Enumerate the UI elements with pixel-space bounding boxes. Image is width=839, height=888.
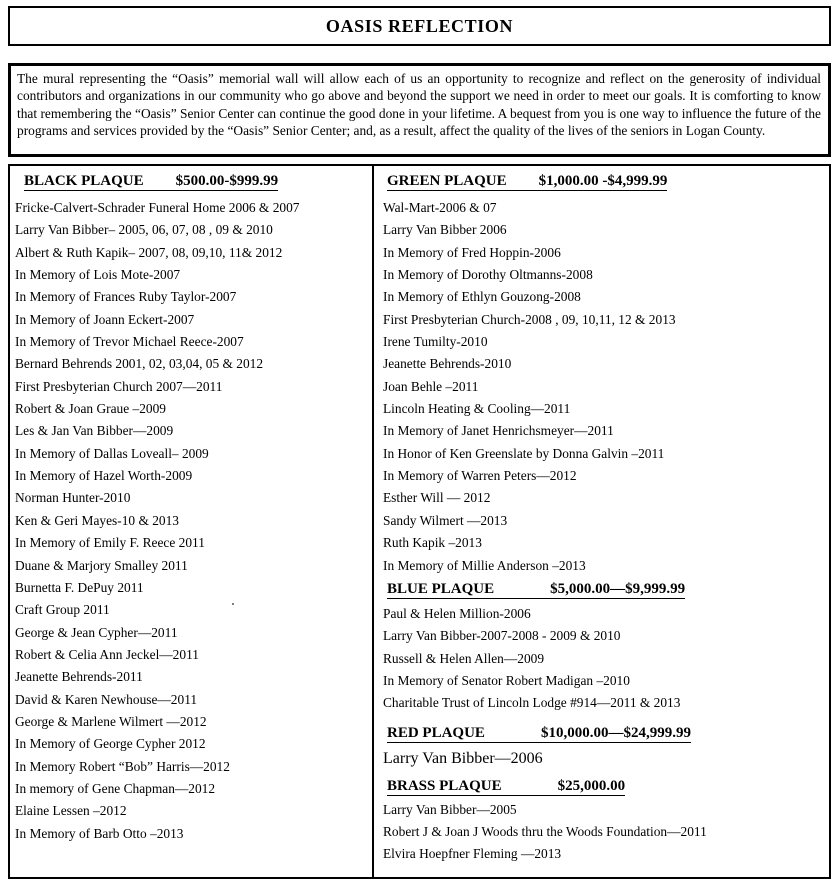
list-item: In memory of Gene Chapman—2012 (15, 780, 216, 796)
list-item: In Memory of Barb Otto –2013 (15, 825, 184, 841)
blue-plaque-heading (387, 581, 825, 598)
list-item: In Memory of Emily F. Reece 2011 (15, 535, 205, 551)
plaque-name: BRASS PLAQUE (387, 777, 502, 794)
list-item: First Presbyterian Church-2008 , 09, 10,11, 12 & 2013 (383, 311, 676, 327)
list-item: Russell & Helen Allen—2009 (383, 650, 545, 666)
list-item: In Memory of Ethlyn Gouzong-2008 (383, 289, 581, 305)
green-plaque-list (383, 197, 825, 577)
list-item: Larry Van Bibber 2006 (383, 222, 507, 238)
list-item: Burnetta F. DePuy 2011 (15, 579, 144, 595)
brass-plaque-section (383, 778, 825, 866)
red-plaque-heading (387, 725, 825, 742)
list-item: In Memory of Joann Eckert-2007 (15, 311, 195, 327)
plaque-range: $500.00-$999.99 (175, 173, 279, 189)
black-plaque-list (15, 197, 370, 845)
plaque-name: GREEN PLAQUE (387, 173, 507, 189)
list-item: In Memory Robert “Bob” Harris—2012 (15, 758, 230, 774)
intro-text: The mural representing the “Oasis” memorial wall will allow each of us an opportunity to recognize and reflect on the generosity of individual contributors and organizations in our community who go above and beyond the support we need in order to meet our goals. It is comforting to know that remembering the “Oasis” Senior Center can continue the good done in your lifetime. A bequest from you is one way to influence the future of the programs and services provided by the “Oasis” Senior Center; and, as a result, affect the quality of the lives of the seniors in Logan County. (17, 71, 821, 139)
left-column (10, 166, 374, 877)
page-title: OASIS REFLECTION (325, 15, 514, 36)
list-item: In Memory of Hazel Worth-2009 (15, 468, 193, 484)
list-item: Esther Will — 2012 (383, 490, 491, 506)
list-item: Paul & Helen Million-2006 (383, 605, 531, 621)
scan-artifact-dot (232, 603, 234, 605)
list-item: First Presbyterian Church 2007—2011 (15, 378, 223, 394)
plaque-lists-box (8, 164, 831, 879)
list-item: In Memory of Frances Ruby Taylor-2007 (15, 289, 237, 305)
list-item: Craft Group 2011 (15, 602, 110, 618)
plaque-name: RED PLAQUE (387, 724, 485, 741)
list-item: Elaine Lessen –2012 (15, 803, 127, 819)
red-plaque-section (383, 725, 825, 771)
black-plaque-section (15, 173, 370, 845)
list-item: Ken & Geri Mayes-10 & 2013 (15, 512, 180, 528)
brass-plaque-list (383, 799, 825, 866)
list-item: In Memory of Fred Hoppin-2006 (383, 244, 561, 260)
intro-paragraph-box (8, 63, 831, 157)
green-plaque-section (383, 173, 825, 577)
list-item: Larry Van Bibber-2007-2008 - 2009 & 2010 (383, 628, 621, 644)
title-box (8, 6, 831, 46)
list-item: Joan Behle –2011 (383, 378, 479, 394)
list-item: Larry Van Bibber—2006 (383, 749, 543, 767)
list-item: Bernard Behrends 2001, 02, 03,04, 05 & 2012 (15, 356, 264, 372)
list-item: Fricke-Calvert-Schrader Funeral Home 2006 & 2007 (15, 200, 300, 215)
list-item: In Memory of Dallas Loveall– 2009 (15, 445, 209, 461)
blue-plaque-section (383, 581, 825, 715)
list-item: Norman Hunter-2010 (15, 490, 131, 506)
list-item: In Memory of Trevor Michael Reece-2007 (15, 334, 244, 350)
plaque-name: BLUE PLAQUE (387, 580, 495, 597)
plaque-range: $10,000.00—$24,999.99 (540, 724, 691, 741)
list-item: Lincoln Heating & Cooling—2011 (383, 401, 571, 417)
plaque-name: BLACK PLAQUE (24, 173, 144, 189)
list-item: George & Marlene Wilmert —2012 (15, 713, 207, 729)
plaque-range: $25,000.00 (557, 777, 626, 794)
list-item: In Memory of Lois Mote-2007 (15, 267, 181, 283)
list-item: In Honor of Ken Greenslate by Donna Galvin –2011 (383, 445, 665, 461)
list-item: In Memory of Millie Anderson –2013 (383, 557, 586, 573)
list-item: Larry Van Bibber—2005 (383, 801, 517, 817)
list-item: In Memory of Dorothy Oltmanns-2008 (383, 267, 593, 283)
list-item: Irene Tumilty-2010 (383, 334, 488, 350)
list-item: Charitable Trust of Lincoln Lodge #914—2011 & 2013 (383, 695, 681, 711)
list-item: In Memory of Janet Henrichsmeyer—2011 (383, 423, 614, 439)
list-item: In Memory of Warren Peters—2012 (383, 468, 577, 484)
list-item: Larry Van Bibber– 2005, 06, 07, 08 , 09 & 2010 (15, 222, 273, 238)
right-column (374, 166, 829, 877)
plaque-range: $5,000.00—$9,999.99 (550, 580, 686, 597)
list-item: Les & Jan Van Bibber—2009 (15, 423, 174, 439)
list-item: Elvira Hoepfner Fleming —2013 (383, 846, 562, 862)
list-item: Jeanette Behrends-2010 (383, 356, 512, 372)
list-item: David & Karen Newhouse—2011 (15, 691, 198, 707)
list-item: Robert & Celia Ann Jeckel—2011 (15, 646, 199, 662)
list-item: Ruth Kapik –2013 (383, 535, 482, 551)
list-item: Duane & Marjory Smalley 2011 (15, 557, 188, 573)
list-item: Sandy Wilmert —2013 (383, 512, 508, 528)
list-item: In Memory of Senator Robert Madigan –2010 (383, 672, 630, 688)
black-plaque-heading (24, 173, 370, 190)
list-item: Robert J & Joan J Woods thru the Woods Foundation—2011 (383, 823, 707, 839)
list-item: Robert & Joan Graue –2009 (15, 401, 166, 417)
list-item: Wal-Mart-2006 & 07 (383, 200, 497, 215)
red-plaque-list (383, 746, 825, 771)
brass-plaque-heading (387, 778, 825, 795)
list-item: George & Jean Cypher—2011 (15, 624, 178, 640)
green-plaque-heading (387, 173, 825, 190)
list-item: Jeanette Behrends-2011 (15, 669, 143, 685)
plaque-range: $1,000.00 -$4,999.99 (538, 173, 668, 189)
list-item: In Memory of George Cypher 2012 (15, 736, 206, 752)
blue-plaque-list (383, 603, 825, 715)
list-item: Albert & Ruth Kapik– 2007, 08, 09,10, 11& 2012 (15, 244, 283, 260)
